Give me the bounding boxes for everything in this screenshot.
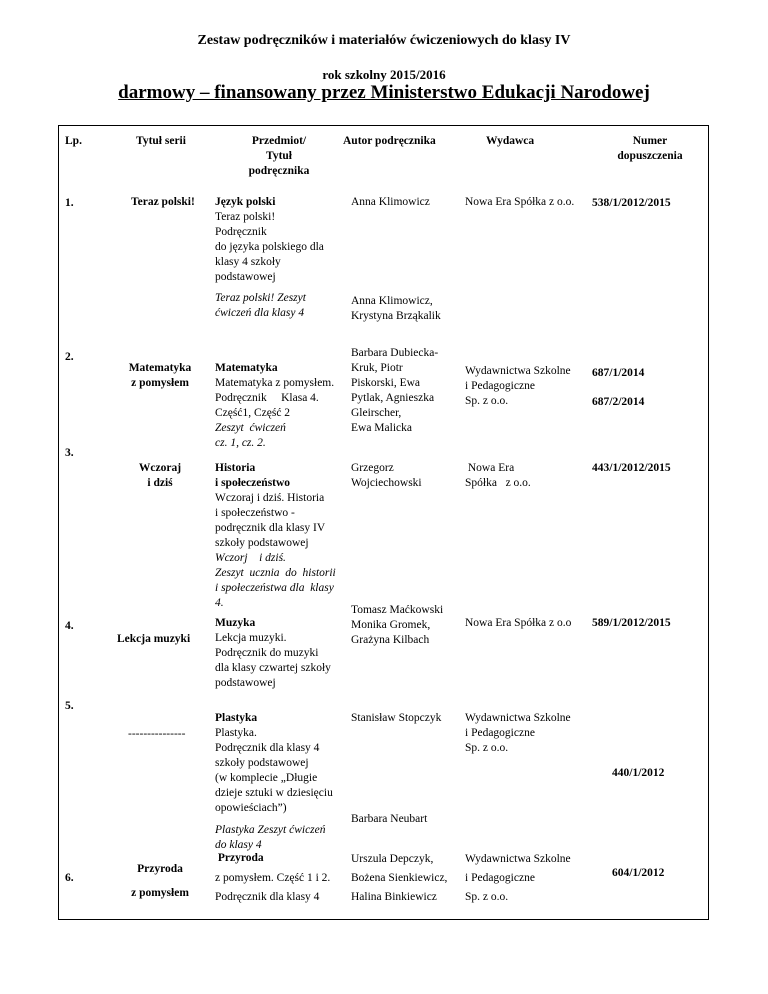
row-subject-title: Historia [215,462,256,474]
row-author-extra: Barbara Neubart [351,813,428,825]
row-subject-line: Plastyka. [215,727,257,739]
row-series: z pomysłem [131,377,189,389]
row-publisher: Sp. z o.o. [465,742,509,754]
row-lp: 6. [65,872,74,884]
row-author: Tomasz Maćkowski [351,604,444,616]
row-subject-extra: Plastyka Zeszyt ćwiczeń [215,824,326,836]
row-publisher: Wydawnictwa Szkolne [465,365,571,377]
row-subject-title-2: i społeczeństwo [215,477,291,489]
row-subject-line: Teraz polski! [215,211,276,223]
row-publisher: Nowa Era [465,462,515,474]
row-author: Halina Binkiewicz [351,891,437,903]
header-subject-2: Tytuł [266,150,292,162]
row-series: Matematyka [128,362,192,374]
row-publisher: Wydawnictwa Szkolne [465,712,571,724]
row-author: Piskorski, Ewa [351,377,420,389]
row-subject-line: podręcznik dla klasy IV [215,522,326,534]
row-subject-line: szkoły podstawowej [215,757,309,769]
row-subject-extra: Zeszyt ćwiczeń [215,422,286,434]
row-subject-extra: Teraz polski! Zeszyt [215,292,306,304]
row-subject-line: Podręcznik dla klasy 4 [215,742,320,754]
row-subject-line: Część1, Część 2 [215,407,291,419]
row-author: Bożena Sienkiewicz, [351,872,448,884]
header-number-2: dopuszczenia [617,150,683,162]
row-number: 443/1/2012/2015 [592,462,671,474]
row-number: 604/1/2012 [612,867,665,879]
row-subject-line: Matematyka z pomysłem. [215,377,335,389]
row-subject-title: Plastyka [215,712,258,724]
row-subject-title: Muzyka [215,617,256,629]
row-lp: 3. [65,447,74,459]
row-publisher: Sp. z o.o. [465,395,509,407]
row-number: 687/1/2014 [592,367,645,379]
row-publisher: i Pedagogiczne [465,727,535,739]
row-publisher: i Pedagogiczne [465,872,535,884]
row-publisher: Wydawnictwa Szkolne [465,853,571,865]
row-author-extra: Krystyna Brząkalik [351,310,441,322]
header-subject-3: podręcznika [248,165,310,177]
row-subject-line: Podręcznik do muzyki [215,647,319,659]
header-series: Tytuł serii [136,135,186,147]
row-publisher: Sp. z o.o. [465,891,509,903]
table-border-left [58,125,59,920]
row-subject-extra: Wczorj i dziś. [215,552,286,564]
row-subject-line: Wczoraj i dziś. Historia [215,492,325,504]
row-publisher: Nowa Era Spółka z o.o [465,617,572,629]
row-author: Stanisław Stopczyk [351,712,442,724]
row-subject-extra: do klasy 4 [215,839,262,851]
row-subject-line: Podręcznik dla klasy 4 [215,891,320,903]
row-number: 538/1/2012/2015 [592,197,671,209]
row-series: z pomysłem [131,887,189,899]
table-border-bottom [58,919,709,920]
row-subject-line: do języka polskiego dla [215,241,324,253]
row-subject-extra: cz. 1, cz. 2. [215,437,266,449]
row-subject-line: (w komplecie „Długie [215,772,318,784]
row-series: --------------- [128,728,186,740]
row-series: i dziś [147,477,173,489]
row-subject-line: szkoły podstawowej [215,537,309,549]
row-subject-line: Podręcznik [215,226,267,238]
row-author: Ewa Malicka [351,422,412,434]
header-subject-1: Przedmiot/ [251,135,307,147]
row-subject-line: Lekcja muzyki. [215,632,287,644]
row-subject-line: podstawowej [215,271,276,283]
row-author: Kruk, Piotr [351,362,403,374]
row-lp: 5. [65,700,74,712]
row-author: Anna Klimowicz [351,196,430,208]
row-author: Wojciechowski [351,477,422,489]
row-publisher: Spółka z o.o. [465,477,531,489]
table-border-top [58,125,709,126]
row-publisher: i Pedagogiczne [465,380,535,392]
row-series: Teraz polski! [131,196,195,208]
school-year: rok szkolny 2015/2016 [322,67,446,82]
row-subject-line: z pomysłem. Część 1 i 2. [215,872,331,884]
row-subject-title: Język polski [215,196,276,208]
row-number: 687/2/2014 [592,396,645,408]
row-subject-extra: ćwiczeń dla klasy 4 [215,307,305,319]
row-subject-line: podstawowej [215,677,276,689]
table-border-right [708,125,709,920]
row-author: Pytlak, Agnieszka [351,392,435,404]
document-title: Zestaw podręczników i materiałów ćwiczeniowych do klasy IV [197,33,571,48]
row-series: Wczoraj [138,462,182,474]
header-author: Autor podręcznika [343,135,436,147]
row-subject-extra: Zeszyt ucznia do historii [215,567,336,579]
row-author: Grażyna Kilbach [351,634,430,646]
row-author: Monika Gromek, [351,619,431,631]
header-lp: Lp. [65,135,82,147]
row-publisher: Nowa Era Spółka z o.o. [465,196,575,208]
row-number: 589/1/2012/2015 [592,617,671,629]
row-subject-line: opowieściach”) [215,802,287,814]
row-series: Przyroda [137,863,183,875]
row-author: Urszula Depczyk, [351,853,434,865]
row-lp: 1. [65,197,74,209]
row-subject-line: dla klasy czwartej szkoły [215,662,331,674]
row-subject-line: i społeczeństwo - [215,507,295,519]
document-subtitle: darmowy – finansowany przez Ministerstwo Edukacji Narodowej [118,82,650,103]
row-number: 440/1/2012 [612,767,665,779]
row-lp: 4. [65,620,74,632]
row-author: Gleirscher, [351,407,402,419]
row-author: Barbara Dubiecka- [351,347,439,359]
header-publisher: Wydawca [486,135,535,147]
row-author-extra: Anna Klimowicz, [351,295,433,307]
row-author: Grzegorz [351,462,394,474]
row-subject-line: dzieje sztuki w dziesięciu [215,787,333,799]
row-subject-line: klasy 4 szkoły [215,256,281,268]
header-number-1: Numer [632,135,668,147]
row-subject-title: Matematyka [215,362,278,374]
row-subject-extra: 4. [215,597,224,609]
row-subject-title: Przyroda [215,852,264,864]
row-series: Lekcja muzyki [117,633,191,645]
row-lp: 2. [65,351,74,363]
row-subject-extra: i społeczeństwa dla klasy [215,582,334,594]
row-subject-line: Podręcznik Klasa 4. [215,392,319,404]
